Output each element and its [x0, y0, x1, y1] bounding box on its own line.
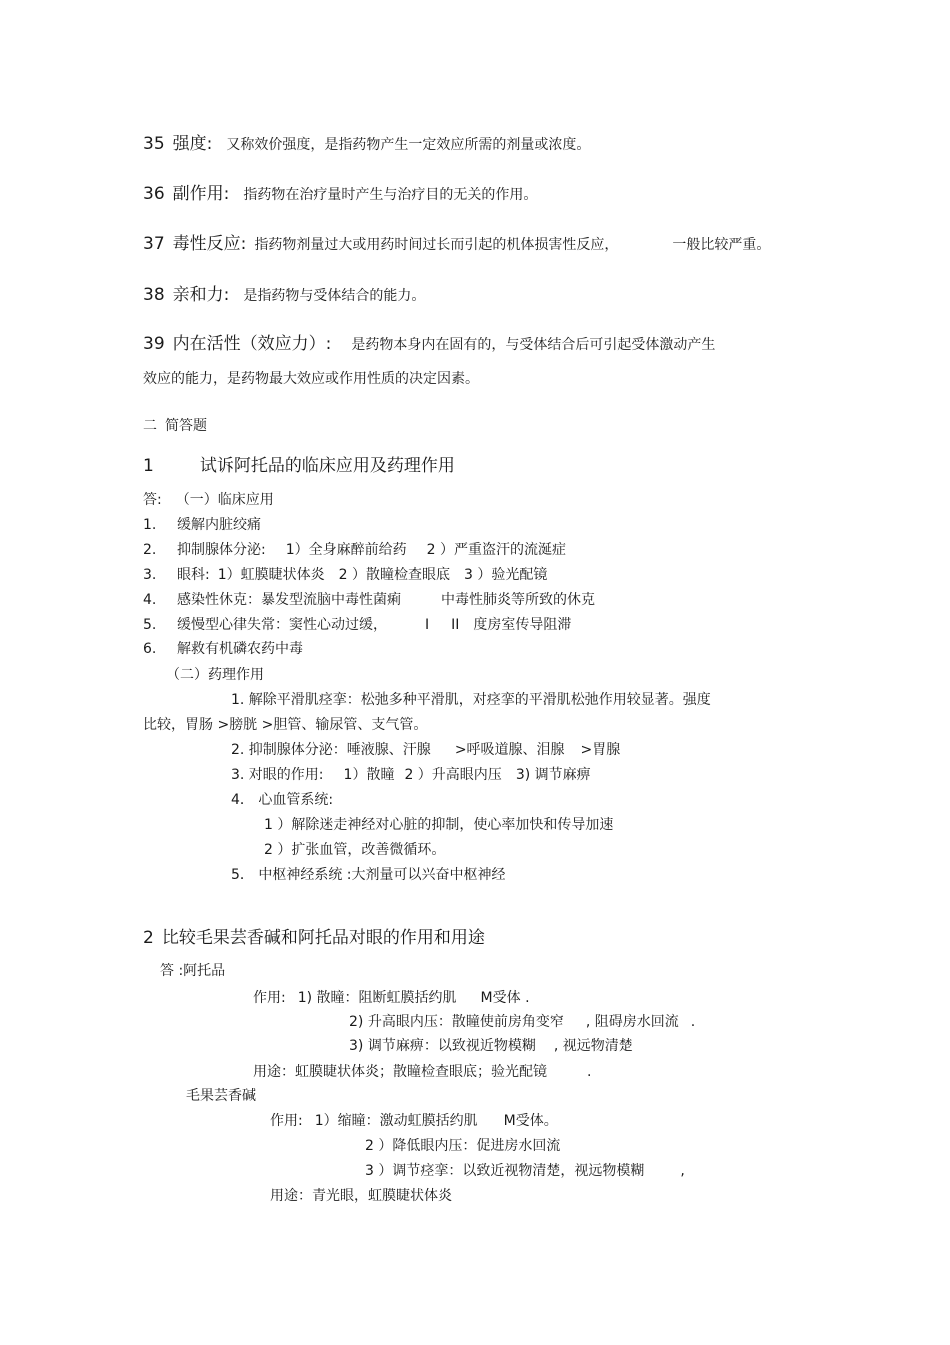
list-text: 眼科:: [177, 567, 210, 583]
question-2-title: [143, 927, 485, 949]
pharm-item-3: [231, 766, 591, 784]
section-title: 简答题: [165, 418, 207, 434]
action-text: M受体。: [503, 1113, 558, 1129]
list-item: [143, 616, 571, 634]
list-text: 3 ）验光配镜: [464, 567, 548, 583]
action-text: M受体 .: [480, 990, 530, 1006]
action-text: 2) 升高眼内压：散瞳使前房角变窄: [349, 1014, 564, 1030]
question-number: 1: [143, 456, 154, 476]
item-number: 39: [143, 334, 165, 354]
list-text: 缓解内脏绞痛: [177, 517, 261, 533]
definition-text: 又称效价强度，是指药物产生一定效应所需的剂量或浓度。: [226, 137, 591, 153]
definition-text: 是指药物与受体结合的能力。: [243, 288, 426, 304]
list-number: 2.: [143, 542, 157, 558]
pilocarpine-action-1: [270, 1112, 558, 1130]
list-text: 2 ）严重盗汗的流涎症: [426, 542, 566, 558]
list-text: 1）全身麻醉前给药: [285, 542, 407, 558]
definition-text: 指药物剂量过大或用药时间过长而引起的机体损害性反应，: [254, 237, 619, 253]
use-text: .: [587, 1064, 592, 1080]
action-text: ,: [680, 1163, 685, 1179]
definition-39: [143, 333, 715, 356]
list-number: 4.: [143, 592, 157, 608]
list-text: 1）虹膜睫状体炎: [217, 567, 325, 583]
pharm-text: >呼吸道腺、泪腺: [454, 742, 565, 758]
pharm-text: 2 ）升高眼内压: [404, 767, 502, 783]
question-1-title: [143, 455, 455, 477]
term: 内在活性（效应力）:: [172, 334, 332, 354]
item-number: 35: [143, 134, 165, 154]
list-item: [143, 516, 261, 534]
atropine-action-3: [349, 1037, 633, 1055]
pharm-item-2: [231, 741, 620, 759]
pharm-item-4-2: 2 ）扩张血管，改善微循环。: [264, 842, 446, 858]
subsection-title: （二）药理作用: [166, 667, 264, 683]
pharm-text: 1）散瞳: [343, 767, 395, 783]
item-number: 38: [143, 285, 165, 305]
action-text: .: [690, 1014, 696, 1030]
list-number: 1.: [143, 517, 157, 533]
pharm-text: 2. 抑制腺体分泌：唾液腺、汗腺: [231, 742, 431, 758]
definition-37: [143, 233, 770, 256]
pharm-item-4: 4． 心血管系统:: [231, 792, 334, 808]
pharm-text: >胃腺: [580, 742, 621, 758]
list-text: II: [451, 617, 460, 633]
term: 毒性反应:: [172, 234, 247, 254]
definition-36: [143, 183, 537, 206]
action-text: , 阻碍房水回流: [585, 1014, 679, 1030]
pilocarpine-action-2: 2 ）降低眼内压：促进房水回流: [365, 1138, 561, 1154]
pilocarpine-action-3: [365, 1162, 685, 1180]
pilocarpine-use: 用途：青光眼，虹膜睫状体炎: [270, 1188, 452, 1204]
action-text: , 视远物清楚: [553, 1038, 633, 1054]
answer-label: 答 :阿托品: [160, 963, 226, 979]
list-text: 解救有机磷农药中毒: [177, 641, 303, 657]
action-text: 1）缩瞳：激动虹膜括约肌: [314, 1113, 478, 1129]
list-text: 抑制腺体分泌:: [177, 542, 266, 558]
question-text: 比较毛果芸香碱和阿托品对眼的作用和用途: [161, 928, 485, 948]
action-text: 3) 调节麻痹：以致视近物模糊: [349, 1038, 536, 1054]
list-text: 缓慢型心律失常：窦性心动过缓，: [177, 617, 387, 633]
question-text: 试诉阿托品的临床应用及药理作用: [199, 456, 455, 476]
use-text: 用途：虹膜睫状体炎；散瞳检查眼底；验光配镜: [253, 1064, 547, 1080]
pharm-text: 3) 调节麻痹: [515, 767, 591, 783]
term: 亲和力:: [172, 285, 230, 305]
definition-35: [143, 133, 590, 156]
list-text: 2 ）散瞳检查眼底: [338, 567, 450, 583]
definition-text: 是药物本身内在固有的，与受体结合后可引起受体激动产生: [351, 337, 716, 353]
pharm-item-1: 1. 解除平滑肌痉挛：松弛多种平滑肌，对痉挛的平滑肌松弛作用较显著。强度: [231, 692, 711, 708]
list-item: [143, 566, 547, 584]
pharm-text: 3. 对眼的作用:: [231, 767, 324, 783]
subsection-title: （一）临床应用: [175, 492, 274, 508]
list-item: [143, 591, 595, 609]
definition-text-tail: 一般比较严重。: [672, 237, 771, 253]
section-number: 二: [143, 418, 157, 434]
answer-heading: [143, 491, 274, 509]
list-text: 度房室传导阻滞: [473, 617, 572, 633]
action-label: 作用:: [253, 990, 286, 1006]
list-item: [143, 640, 303, 658]
item-number: 37: [143, 234, 165, 254]
pilocarpine-label: 毛果芸香碱: [186, 1088, 256, 1104]
question-number: 2: [143, 928, 154, 948]
term: 强度:: [172, 134, 213, 154]
list-number: 6.: [143, 641, 157, 657]
item-number: 36: [143, 184, 165, 204]
atropine-action-2: [349, 1013, 695, 1031]
action-label: 作用:: [270, 1113, 303, 1129]
list-number: 3.: [143, 567, 157, 583]
definition-text: 指药物在治疗量时产生与治疗目的无关的作用。: [243, 187, 538, 203]
list-text: I: [425, 617, 430, 633]
definition-38: [143, 284, 425, 307]
pharm-item-1-continuation: 比较，胃肠 >膀胱 >胆管、输尿管、支气管。: [143, 717, 428, 733]
definition-39-continuation: 效应的能力，是药物最大效应或作用性质的决定因素。: [143, 371, 479, 387]
action-text: 3 ）调节痉挛：以致近视物清楚，视远物模糊: [365, 1163, 645, 1179]
pharm-item-5: 5． 中枢神经系统 :大剂量可以兴奋中枢神经: [231, 867, 506, 883]
answer-label: 答:: [143, 492, 162, 508]
atropine-action-1: [253, 989, 530, 1007]
list-text: 中毒性肺炎等所致的休克: [441, 592, 595, 608]
list-number: 5.: [143, 617, 157, 633]
section-heading: [143, 417, 207, 435]
list-text: 感染性休克：暴发型流脑中毒性菌痢: [177, 592, 401, 608]
term: 副作用:: [172, 184, 230, 204]
action-text: 1) 散瞳：阻断虹膜括约肌: [297, 990, 457, 1006]
atropine-use: [253, 1063, 591, 1081]
pharm-item-4-1: 1 ）解除迷走神经对心脏的抑制，使心率加快和传导加速: [264, 817, 614, 833]
list-item: [143, 541, 566, 559]
